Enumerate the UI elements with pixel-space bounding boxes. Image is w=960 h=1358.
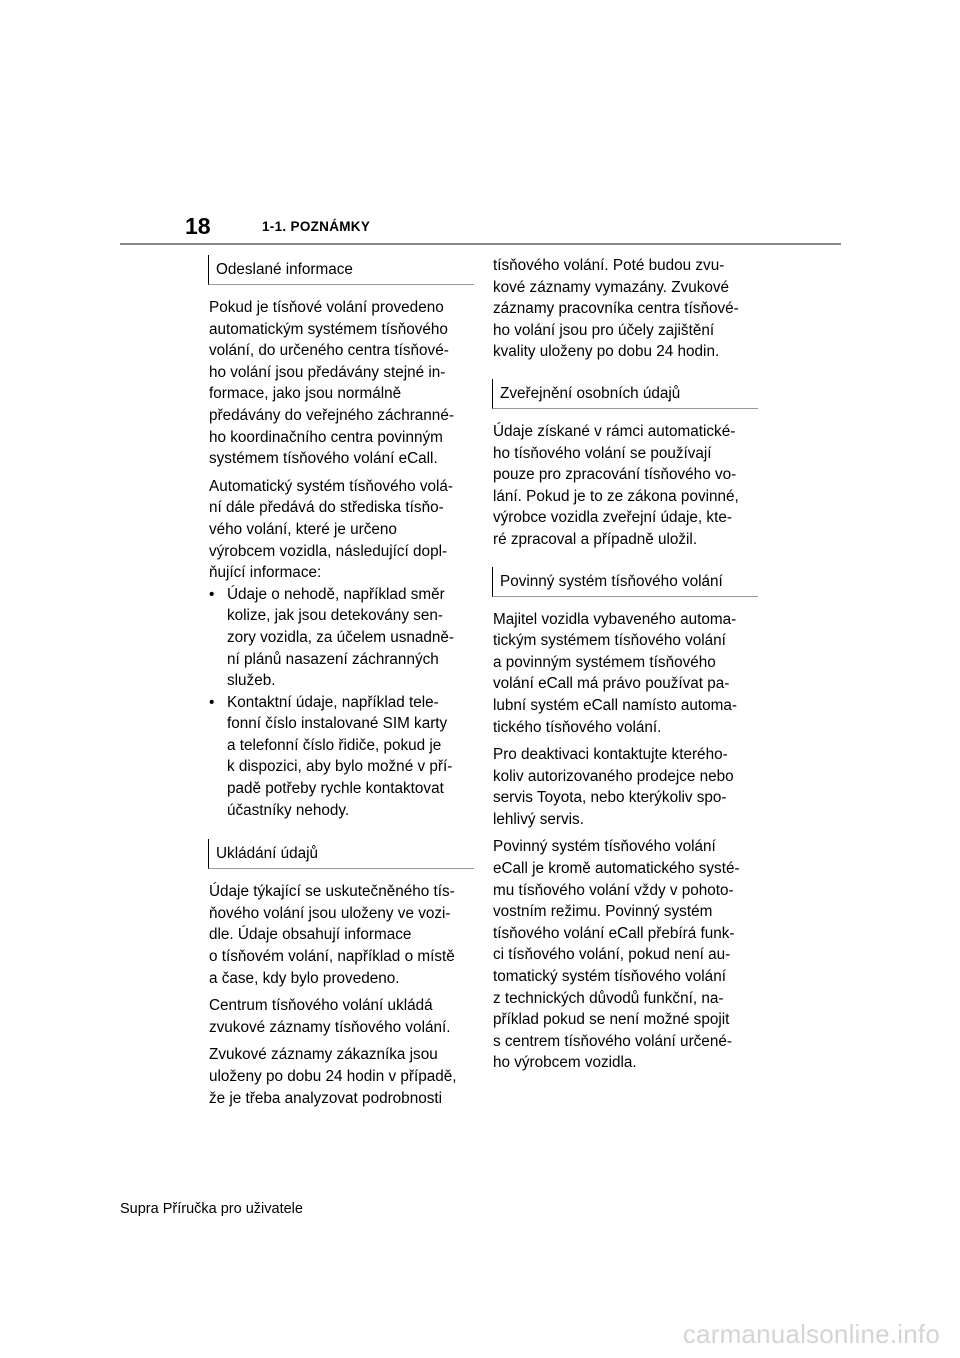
section-title: 1-1. POZNÁMKY — [262, 219, 371, 234]
text-line: vostním režimu. Povinný systém — [493, 903, 713, 921]
text-line: ňového volání jsou uloženy ve vozi- — [209, 904, 451, 922]
text-line: ho výrobcem vozidla. — [493, 1054, 637, 1072]
subheading-label: Zveřejnění osobních údajů — [500, 384, 681, 402]
bullet-list — [209, 584, 474, 822]
subheading-label: Odeslané informace — [216, 261, 353, 278]
text-line: pouze pro zpracování tísňového vo- — [493, 466, 737, 484]
text-line: Údaje získané v rámci automatické- — [493, 422, 736, 440]
paragraph — [493, 744, 758, 830]
text-line: tomatický systém tísňového volání — [493, 968, 726, 986]
text-line: ho tísňového volání se používají — [493, 444, 712, 462]
text-line: systémem tísňového volání eCall. — [209, 450, 438, 468]
text-line: mu tísňového volání vždy v pohoto- — [493, 881, 734, 899]
text-line: a čase, kdy bylo provedeno. — [209, 969, 400, 987]
text-line: kové záznamy vymazány. Zvukové — [493, 278, 730, 296]
subheading-label: Povinný systém tísňového volání — [500, 572, 723, 590]
header-divider — [120, 243, 841, 245]
text-line: ho volání jsou předávány stejné in- — [209, 363, 446, 381]
left-column — [209, 255, 474, 1115]
text-line: Majitel vozidla vybaveného automa- — [493, 610, 737, 628]
text-line: výrobcem vozidla, následující dopl- — [209, 542, 448, 560]
text-line: koliv autorizovaného prodejce nebo — [493, 767, 734, 785]
text-line: tickým systémem tísňového volání — [493, 632, 726, 650]
text-line: a povinným systémem tísňového — [493, 653, 716, 671]
text-line: ho volání jsou pro účely zajištění — [493, 321, 715, 339]
text-line: uloženy po dobu 24 hodin v případě, — [209, 1068, 457, 1085]
text-line: zvukové záznamy tísňového volání. — [209, 1018, 451, 1036]
text-line: záznamy pracovníka centra tísňové- — [493, 300, 739, 318]
paragraph — [493, 255, 758, 363]
text-line: Pro deaktivaci kontaktujte kterého- — [493, 746, 728, 764]
text-line: tického tísňového volání. — [493, 718, 662, 736]
text-line: lehlivý servis. — [493, 810, 584, 828]
text-line: padě potřeby rychle kontaktovat — [227, 780, 444, 798]
footer-text: Supra Příručka pro uživatele — [120, 1201, 303, 1217]
paragraph — [209, 1044, 474, 1109]
text-line: příklad pokud se není možné spojit — [493, 1011, 730, 1029]
text-line: zory vozidla, za účelem usnadně- — [227, 628, 455, 646]
bullet-symbol: • — [209, 585, 215, 603]
text-line: ňující informace: — [209, 564, 322, 582]
text-line: účastníky nehody. — [227, 801, 350, 819]
text-line: kvality uloženy po dobu 24 hodin. — [493, 343, 720, 361]
text-line: výrobce vozidla zveřejní údaje, kte- — [493, 509, 732, 527]
text-line: k dispozici, aby bylo možné v pří- — [227, 758, 453, 776]
paragraph — [493, 609, 758, 739]
text-line: lání. Pokud je to ze zákona povinné, — [493, 487, 739, 505]
text-line: ní plánů nasazení záchranných — [227, 650, 439, 668]
text-line: Centrum tísňového volání ukládá — [209, 997, 433, 1015]
paragraph — [493, 421, 758, 551]
paragraph — [209, 297, 474, 470]
text-line: ci tísňového volání, pokud není au- — [493, 946, 731, 964]
text-line: ré zpracoval a případně uložil. — [493, 530, 698, 548]
subheading-disclosure — [492, 379, 758, 409]
text-line: ní dále předává do střediska tísňo- — [209, 499, 444, 517]
page-number: 18 — [185, 213, 211, 239]
text-line: tísňového volání. Poté budou zvu- — [493, 257, 725, 274]
text-line: formace, jako jsou normálně — [209, 385, 402, 403]
text-line: automatickým systémem tísňového — [209, 320, 448, 338]
text-line: tísňového volání eCall přebírá funk- — [493, 924, 735, 942]
text-line: Zvukové záznamy zákazníka jsou — [209, 1046, 438, 1064]
text-line: Povinný systém tísňového volání — [493, 838, 716, 856]
text-line: volání eCall má právo používat pa- — [493, 675, 730, 693]
text-line: o tísňovém volání, například o místě — [209, 948, 455, 966]
text-line: volání, do určeného centra tísňové- — [209, 342, 449, 360]
text-line: že je třeba analyzovat podrobnosti — [209, 1089, 443, 1107]
text-line: a telefonní číslo řidiče, pokud je — [227, 736, 442, 754]
text-line: dle. Údaje obsahují informace — [209, 926, 412, 944]
text-line: Údaje o nehodě, například směr — [227, 585, 445, 603]
text-line: s centrem tísňového volání určené- — [493, 1032, 732, 1050]
paragraph — [209, 995, 474, 1038]
text-line: lubní systém eCall namísto automa- — [493, 696, 738, 714]
list-item-text — [227, 584, 474, 692]
subheading-mandatory — [492, 567, 758, 597]
right-column — [493, 255, 758, 1080]
text-line: vého volání, které je určeno — [209, 520, 397, 538]
list-item — [209, 692, 474, 822]
subheading-storage — [208, 839, 474, 869]
text-line: Kontaktní údaje, například tele- — [227, 693, 439, 711]
paragraph — [209, 476, 474, 584]
text-line: servis Toyota, nebo kterýkoliv spo- — [493, 789, 727, 807]
list-item — [209, 584, 474, 692]
text-line: ho koordinačního centra povinným — [209, 428, 443, 446]
text-line: eCall je kromě automatického systé- — [493, 860, 740, 878]
text-line: kolize, jak jsou detekovány sen- — [227, 607, 443, 625]
bullet-symbol: • — [209, 693, 215, 711]
paragraph — [493, 836, 758, 1074]
text-line: předávány do veřejného záchranné- — [209, 406, 454, 424]
watermark: carmanualsonline.info — [682, 1319, 940, 1349]
text-line: Automatický systém tísňového volá- — [209, 477, 453, 495]
text-line: z technických důvodů funkční, na- — [493, 989, 724, 1007]
text-line: služeb. — [227, 672, 276, 690]
text-line: Pokud je tísňové volání provedeno — [209, 299, 444, 316]
list-item-text — [227, 692, 474, 822]
paragraph — [209, 881, 474, 989]
subheading-label: Ukládání údajů — [216, 845, 319, 863]
subheading-sent-info — [208, 255, 474, 285]
text-line: Údaje týkající se uskutečněného tís- — [209, 883, 455, 901]
text-line: fonní číslo instalované SIM karty — [227, 715, 448, 733]
